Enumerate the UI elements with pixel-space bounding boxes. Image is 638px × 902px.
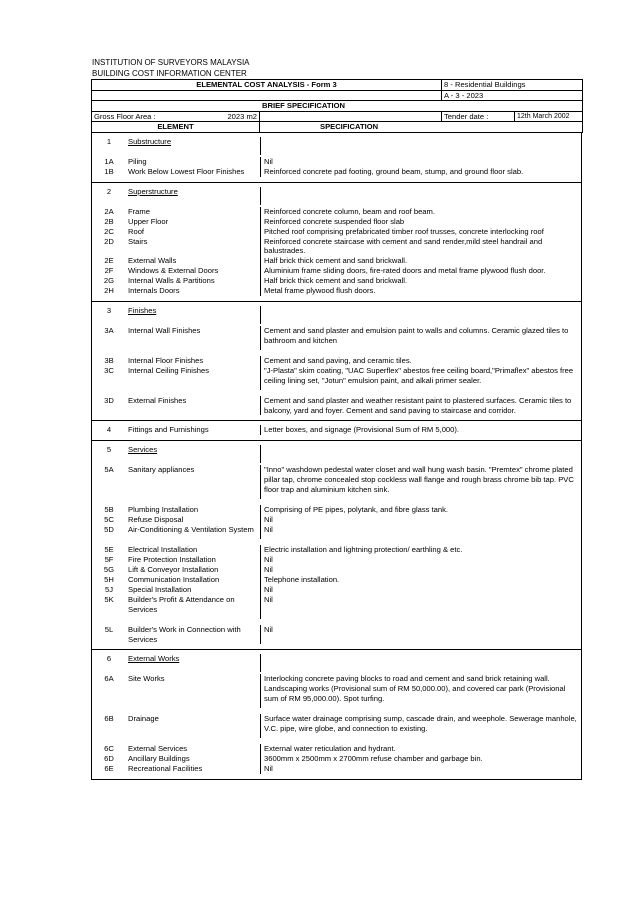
element-row bbox=[92, 227, 581, 237]
element-specification: Interlocking concrete paving blocks to road and cement and sand brick retaining wall. Landscaping works (Provisional sum of RM 50,000.00), and covered car park (Provisional sum of RM 95,000.00). Spot turfing. bbox=[260, 674, 581, 704]
tender-date-label: Tender date : bbox=[442, 111, 515, 122]
element-specification: Metal frame plywood flush doors. bbox=[260, 286, 581, 296]
section-spec bbox=[260, 306, 581, 316]
element-code: 5A bbox=[104, 465, 114, 475]
element-code: 1B bbox=[104, 166, 114, 176]
element-name: Drainage bbox=[128, 713, 159, 723]
element-code: 5E bbox=[104, 544, 114, 554]
element-specification: Nil bbox=[260, 157, 581, 167]
section-number: 4 bbox=[106, 425, 112, 435]
element-specification: External water reticulation and hydrant. bbox=[260, 744, 581, 754]
element-name: Frame bbox=[128, 206, 150, 216]
element-specification: Nil bbox=[260, 525, 581, 535]
element-name: Windows & External Doors bbox=[128, 266, 219, 276]
element-specification: Nil bbox=[260, 515, 581, 525]
element-row bbox=[92, 505, 581, 515]
element-row bbox=[92, 217, 581, 227]
section-heading bbox=[92, 654, 581, 664]
section-number: 2 bbox=[106, 186, 112, 196]
element-row bbox=[92, 674, 581, 704]
element-row bbox=[92, 714, 581, 734]
element-name: Communication Installation bbox=[128, 574, 220, 584]
element-code: 5L bbox=[104, 624, 114, 634]
elements-body bbox=[91, 133, 582, 780]
element-name: External Finishes bbox=[128, 395, 187, 405]
blank-cell bbox=[92, 90, 442, 101]
element-name: Plumbing Installation bbox=[128, 504, 199, 514]
element-specification: Nil bbox=[260, 585, 581, 595]
element-code: 5K bbox=[104, 594, 114, 604]
element-code: 2E bbox=[104, 256, 114, 266]
element-name: Refuse Disposal bbox=[128, 514, 184, 524]
element-name: Sanitary appliances bbox=[128, 465, 195, 475]
element-row bbox=[92, 744, 581, 754]
header-table bbox=[91, 79, 583, 133]
element-code: 5H bbox=[104, 574, 114, 584]
brief-specification-heading: BRIEF SPECIFICATION bbox=[92, 101, 583, 112]
organization-subtitle: BUILDING COST INFORMATION CENTER bbox=[92, 69, 247, 78]
element-code: 6E bbox=[104, 763, 114, 773]
element-row bbox=[92, 525, 581, 535]
section-spec: Letter boxes, and signage (Provisional Sum of RM 5,000). bbox=[260, 425, 581, 435]
element-specification: Nil bbox=[260, 764, 581, 774]
element-row bbox=[92, 515, 581, 525]
element-code: 2A bbox=[104, 206, 114, 216]
element-name: Work Below Lowest Floor Finishes bbox=[128, 166, 245, 176]
element-row bbox=[92, 465, 581, 495]
element-code: 2B bbox=[104, 216, 114, 226]
element-code: 3B bbox=[104, 355, 114, 365]
element-specification: "Inno" washdown pedestal water closet and wall hung wash basin. "Premtex" chrome plated pillar tap, chrome concealed stop cockless wall flange and rough brass chrome bib tap. PVC floor trap and aluminium kitchen sink. bbox=[260, 465, 581, 495]
blank-cell bbox=[260, 111, 442, 122]
element-name: Ancillary Buildings bbox=[128, 753, 190, 763]
element-name: Recreational Facilities bbox=[128, 763, 203, 773]
element-specification: 3600mm x 2500mm x 2700mm refuse chamber and garbage bin. bbox=[260, 754, 581, 764]
element-row bbox=[92, 764, 581, 774]
section-heading bbox=[92, 187, 581, 197]
element-specification: Electric installation and lightning protection/ earthling & etc. bbox=[260, 545, 581, 555]
section-5 bbox=[92, 441, 581, 650]
section-title: Substructure bbox=[128, 136, 172, 146]
element-code: 2C bbox=[104, 226, 114, 236]
element-name: Special Installation bbox=[128, 584, 192, 594]
element-specification: Pitched roof comprising prefabricated timber roof trusses, concrete interlocking roof bbox=[260, 227, 581, 237]
element-name: Lift & Conveyor Installation bbox=[128, 564, 219, 574]
element-column-header: ELEMENT bbox=[92, 122, 260, 133]
element-row bbox=[92, 565, 581, 575]
element-row bbox=[92, 167, 581, 177]
section-number: 5 bbox=[106, 445, 112, 455]
element-code: 6B bbox=[104, 713, 114, 723]
element-row bbox=[92, 256, 581, 266]
element-specification: Cement and sand plaster and emulsion paint to walls and columns. Ceramic glazed tiles to bathroom and kitchen bbox=[260, 326, 581, 346]
element-specification: Reinforced concrete column, beam and roof beam. bbox=[260, 207, 581, 217]
element-code: 2F bbox=[104, 266, 114, 276]
element-code: 3D bbox=[104, 395, 114, 405]
cost-analysis-sheet bbox=[91, 79, 582, 780]
element-code: 2G bbox=[103, 276, 115, 286]
element-specification: Surface water drainage comprising sump, cascade drain, and weephole. Sewerage manhole, V.C. pipe, wire globe, and connection to existing. bbox=[260, 714, 581, 734]
element-row bbox=[92, 276, 581, 286]
element-row bbox=[92, 575, 581, 585]
element-code: 3A bbox=[104, 326, 114, 336]
element-row bbox=[92, 754, 581, 764]
element-code: 5C bbox=[104, 514, 114, 524]
element-code: 5J bbox=[104, 584, 114, 594]
element-code: 6D bbox=[104, 753, 114, 763]
section-heading bbox=[92, 445, 581, 455]
element-code: 3C bbox=[104, 365, 114, 375]
element-specification: Reinforced concrete staircase with cement and sand render,mild steel handrail and balustrades. bbox=[260, 237, 581, 257]
element-name: Internal Walls & Partitions bbox=[128, 276, 215, 286]
element-row bbox=[92, 555, 581, 565]
element-name: Upper Floor bbox=[128, 216, 169, 226]
form-title: ELEMENTAL COST ANALYSIS - Form 3 bbox=[92, 80, 442, 91]
element-specification: Cement and sand plaster and weather resistant paint to plastered surfaces. Ceramic tiles to balcony, yard and foyer. Cement and sand paving to staircase and corridor. bbox=[260, 396, 581, 416]
section-2 bbox=[92, 183, 581, 303]
element-name: External Services bbox=[128, 743, 188, 753]
building-type: 8 - Residential Buildings bbox=[442, 80, 583, 91]
section-4 bbox=[92, 421, 581, 441]
element-row bbox=[92, 266, 581, 276]
section-title: Finishes bbox=[128, 306, 157, 316]
section-title: Services bbox=[128, 445, 158, 455]
element-specification: Nil bbox=[260, 595, 581, 615]
element-name: Stairs bbox=[128, 236, 148, 246]
element-code: 5G bbox=[103, 564, 115, 574]
element-name: Internal Wall Finishes bbox=[128, 326, 201, 336]
section-number: 1 bbox=[106, 136, 112, 146]
element-row bbox=[92, 545, 581, 555]
element-row bbox=[92, 286, 581, 296]
element-code: 5D bbox=[104, 524, 114, 534]
reference-number: A - 3 - 2023 bbox=[442, 90, 583, 101]
section-heading bbox=[92, 137, 581, 147]
element-row bbox=[92, 326, 581, 346]
element-row bbox=[92, 237, 581, 257]
element-specification: Reinforced concrete suspended floor slab bbox=[260, 217, 581, 227]
section-title: Fittings and Furnishings bbox=[128, 425, 209, 435]
element-row bbox=[92, 157, 581, 167]
element-row bbox=[92, 207, 581, 217]
section-1 bbox=[92, 133, 581, 183]
section-spec bbox=[260, 445, 581, 455]
element-name: Fire Protection Installation bbox=[128, 554, 216, 564]
element-specification: Telephone installation. bbox=[260, 575, 581, 585]
element-name: Internal Floor Finishes bbox=[128, 355, 204, 365]
element-specification: Cement and sand paving, and ceramic tiles. bbox=[260, 356, 581, 366]
element-name: Air-Conditioning & Ventilation System bbox=[128, 524, 254, 534]
section-heading bbox=[92, 425, 581, 435]
section-spec bbox=[260, 187, 581, 197]
section-spec bbox=[260, 137, 581, 147]
specification-column-header: SPECIFICATION bbox=[260, 122, 583, 133]
element-code: 5F bbox=[104, 554, 114, 564]
element-specification: Half brick thick cement and sand brickwall. bbox=[260, 256, 581, 266]
element-name: External Walls bbox=[128, 256, 177, 266]
section-6 bbox=[92, 650, 581, 778]
element-specification: Comprising of PE pipes, polytank, and fibre glass tank. bbox=[260, 505, 581, 515]
element-name: Builder's Work in Connection with Services bbox=[128, 624, 241, 644]
element-specification: Nil bbox=[260, 555, 581, 565]
element-code: 6A bbox=[104, 674, 114, 684]
section-title: Superstructure bbox=[128, 186, 178, 196]
element-name: Internal Ceiling Finishes bbox=[128, 365, 210, 375]
tender-date-value: 12th March 2002 bbox=[515, 111, 583, 122]
element-name: Internals Doors bbox=[128, 286, 180, 296]
element-name: Builder's Profit & Attendance on Services bbox=[128, 594, 235, 614]
element-code: 5B bbox=[104, 504, 114, 514]
element-specification: Aluminium frame sliding doors, fire-rated doors and metal frame plywood flush door. bbox=[260, 266, 581, 276]
element-row bbox=[92, 625, 581, 645]
gross-floor-area-value: 2023 m2 bbox=[227, 111, 257, 121]
gross-floor-area-label: Gross Floor Area : 2023 m2 bbox=[92, 111, 260, 122]
section-heading bbox=[92, 306, 581, 316]
element-specification: Nil bbox=[260, 565, 581, 575]
element-code: 1A bbox=[104, 156, 114, 166]
section-title: External Works bbox=[128, 654, 180, 664]
section-number: 3 bbox=[106, 306, 112, 316]
element-name: Roof bbox=[128, 226, 145, 236]
element-code: 2D bbox=[104, 236, 114, 246]
element-row bbox=[92, 366, 581, 386]
element-specification: Reinforced concrete pad footing, ground beam, stump, and ground floor slab. bbox=[260, 167, 581, 177]
section-number: 6 bbox=[106, 654, 112, 664]
element-name: Piling bbox=[128, 156, 147, 166]
section-3 bbox=[92, 302, 581, 421]
element-row bbox=[92, 396, 581, 416]
element-row bbox=[92, 595, 581, 615]
element-specification: Nil bbox=[260, 625, 581, 645]
element-code: 2H bbox=[104, 286, 114, 296]
organization-name: INSTITUTION OF SURVEYORS MALAYSIA bbox=[92, 58, 250, 67]
element-code: 6C bbox=[104, 743, 114, 753]
element-row bbox=[92, 356, 581, 366]
element-specification: Half brick thick cement and sand brickwall. bbox=[260, 276, 581, 286]
element-specification: "J-Plasta" skim coating, "UAC Superflex" abestos free ceiling board,"Primaflex" abestos free ceiling lining set, "Jotun" emulsion paint, and alkali primer sealer. bbox=[260, 366, 581, 386]
section-spec bbox=[260, 654, 581, 664]
element-name: Site Works bbox=[128, 674, 165, 684]
element-name: Electrical Installation bbox=[128, 544, 198, 554]
element-row bbox=[92, 585, 581, 595]
